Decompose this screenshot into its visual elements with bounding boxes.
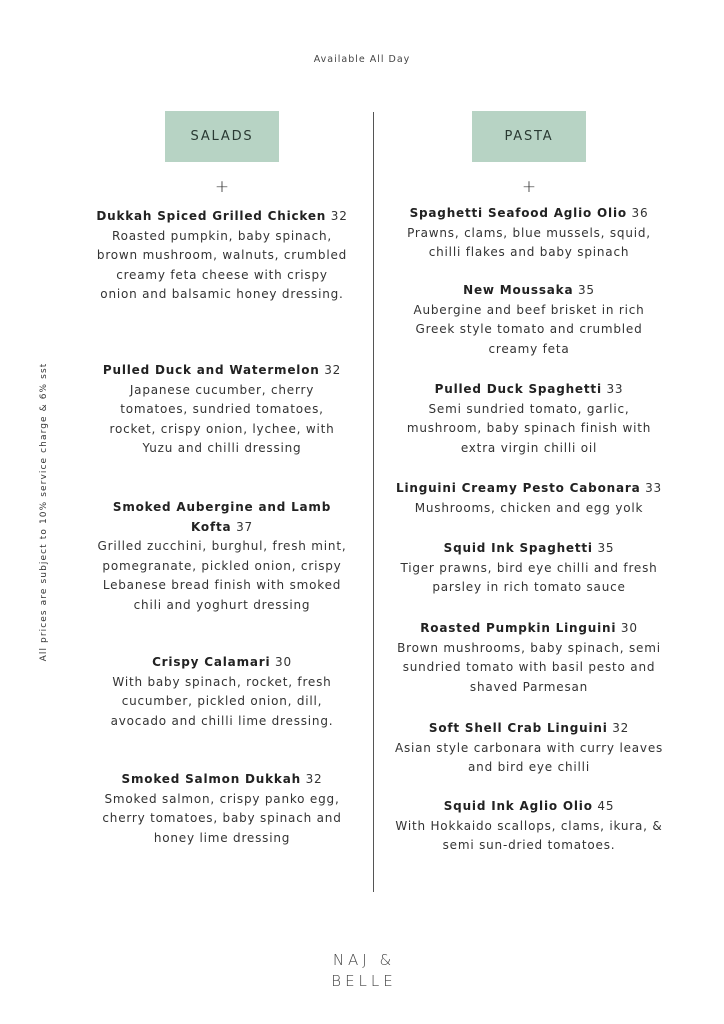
item-price: 33 — [606, 382, 624, 396]
menu-item — [393, 619, 665, 697]
item-name: Pulled Duck Spaghetti — [434, 382, 602, 396]
item-name: Linguini Creamy Pesto Cabonara — [396, 481, 641, 495]
availability-note: Available All Day — [313, 54, 411, 65]
column-divider — [373, 112, 374, 892]
item-price: 30 — [620, 621, 638, 635]
salads-header — [165, 111, 279, 162]
item-price: 45 — [597, 799, 615, 813]
brand-logo-line-1: NAJ & — [332, 951, 396, 969]
menu-item — [96, 498, 348, 615]
item-description: Mushrooms, chicken and egg yolk — [414, 500, 644, 515]
menu-item — [393, 539, 665, 598]
menu-item — [96, 361, 348, 459]
pasta-title: PASTA — [504, 129, 554, 144]
pasta-header — [472, 111, 586, 162]
item-name: Soft Shell Crab Linguini — [428, 721, 608, 735]
item-description: Roasted pumpkin, baby spinach, brown mushroom, walnuts, crumbled creamy feta cheese with crispy onion and balsamic honey dressing. — [96, 228, 348, 301]
item-name: Roasted Pumpkin Linguini — [420, 621, 617, 635]
item-name: Dukkah Spiced Grilled Chicken — [96, 209, 327, 223]
item-description: Smoked salmon, crispy panko egg, cherry tomatoes, baby spinach and honey lime dressing — [102, 791, 342, 845]
item-description: With Hokkaido scallops, clams, ikura, & semi sun-dried tomatoes. — [395, 818, 663, 852]
item-price: 32 — [324, 363, 342, 377]
menu-item — [393, 479, 665, 518]
menu-item — [393, 281, 665, 359]
item-description: Asian style carbonara with curry leaves and bird eye chilli — [394, 740, 664, 774]
item-description: Aubergine and beef brisket in rich Greek style tomato and crumbled creamy feta — [413, 302, 645, 356]
menu-item — [393, 204, 665, 263]
menu-item — [96, 653, 348, 731]
brand-logo-line-2: BELLE — [331, 972, 397, 990]
service-charge-note: All prices are subject to 10% service charge & 6% sst — [39, 362, 49, 662]
menu-item — [96, 770, 348, 848]
item-price: 32 — [305, 772, 323, 786]
item-name: Squid Ink Spaghetti — [443, 541, 593, 555]
brand-logo — [0, 950, 724, 992]
salads-plus-ornament: + — [214, 177, 230, 197]
item-name: Pulled Duck and Watermelon — [102, 363, 320, 377]
menu-item — [96, 207, 348, 305]
pasta-plus-ornament: + — [521, 177, 537, 197]
menu-item — [393, 380, 665, 458]
item-description: Brown mushrooms, baby spinach, semi sundried tomato with basil pesto and shaved Parmesan — [397, 640, 661, 694]
salads-title: SALADS — [190, 129, 254, 144]
item-price: 32 — [330, 209, 348, 223]
item-name: New Moussaka — [463, 283, 574, 297]
menu-item — [393, 797, 665, 856]
item-description: With baby spinach, rocket, fresh cucumber, pickled onion, dill, avocado and chilli lime dressing. — [110, 674, 334, 728]
item-description: Japanese cucumber, cherry tomatoes, sundried tomatoes, rocket, crispy onion, lychee, with Yuzu and chilli dressing — [109, 382, 335, 455]
item-price: 35 — [597, 541, 615, 555]
pasta-section — [393, 111, 665, 852]
item-name: Spaghetti Seafood Aglio Olio — [409, 206, 627, 220]
item-price: 30 — [275, 655, 292, 669]
item-description: Prawns, clams, blue mussels, squid, chilli flakes and baby spinach — [407, 225, 651, 259]
item-price: 36 — [631, 206, 649, 220]
item-price: 33 — [645, 481, 662, 495]
item-name: Squid Ink Aglio Olio — [443, 799, 593, 813]
salads-section — [96, 111, 348, 845]
item-name: Smoked Aubergine and Lamb Kofta — [112, 500, 332, 534]
item-description: Semi sundried tomato, garlic, mushroom, baby spinach finish with extra virgin chilli oil — [406, 401, 652, 455]
item-name: Smoked Salmon Dukkah — [121, 772, 301, 786]
item-description: Grilled zucchini, burghul, fresh mint, pomegranate, pickled onion, crispy Lebanese bread finish with smoked chili and yoghurt dressing — [97, 539, 347, 612]
item-name: Crispy Calamari — [152, 655, 271, 669]
item-price: 32 — [612, 721, 630, 735]
menu-item — [393, 719, 665, 778]
item-description: Tiger prawns, bird eye chilli and fresh parsley in rich tomato sauce — [400, 560, 658, 594]
item-price: 37 — [236, 519, 253, 534]
item-price: 35 — [578, 283, 595, 297]
